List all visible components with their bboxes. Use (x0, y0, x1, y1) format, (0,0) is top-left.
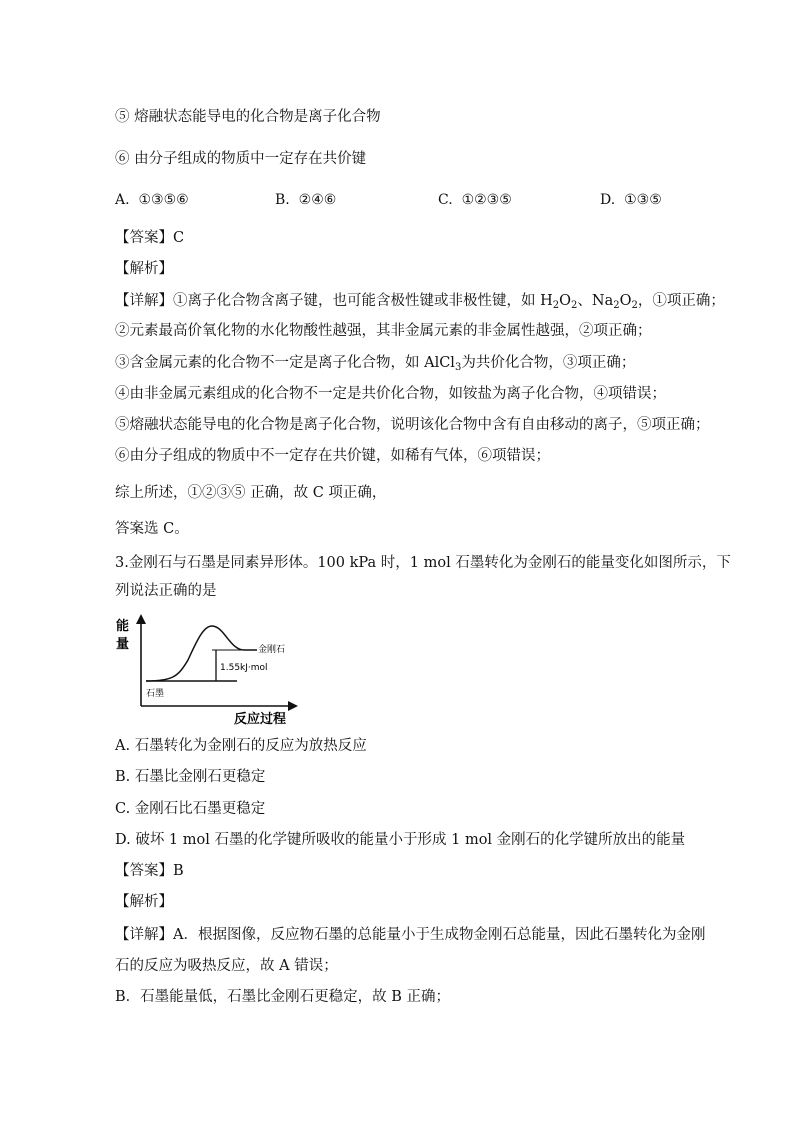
detail-text: ①离子化合物含离子键，也可能含极性键或非极性键，如 H (173, 293, 553, 309)
option-letter: C. (438, 192, 453, 208)
answer-tag: 【答案】 (115, 863, 173, 879)
subscript: 2 (571, 300, 578, 311)
q3-option-a[interactable]: A. 石墨转化为金刚石的反应为放热反应 (115, 738, 367, 754)
answer-tag: 【答案】 (115, 230, 173, 246)
q2-option-c[interactable] (438, 190, 512, 210)
x-axis-label: 反应过程 (234, 712, 287, 726)
y-axis-arrow (136, 614, 146, 624)
q2-option-a[interactable] (115, 190, 189, 210)
option-text: ①③⑤ (624, 192, 662, 208)
option-text: ①②③⑤ (461, 192, 512, 208)
q2-detail-5: ⑤熔融状态能导电的化合物是离子化合物，说明该化合物中含有自由移动的离子，⑤项正确； (115, 417, 710, 433)
q3-stem-line-2: 列说法正确的是 (115, 583, 217, 599)
q2-option-d[interactable] (600, 190, 662, 210)
q2-final-answer: 答案选 C。 (115, 521, 189, 537)
q2-detail-2: ②元素最高价氧化物的水化物酸性越强，其非金属元素的非金属性越强，②项正确； (115, 323, 652, 339)
detail-tag: 【详解】 (115, 927, 173, 943)
option-letter: D. (600, 192, 616, 208)
option-text: ①③⑤⑥ (138, 192, 189, 208)
q2-summary: 综上所述，①②③⑤ 正确，故 C 项正确， (115, 485, 387, 501)
subscript: 2 (631, 300, 638, 311)
detail-text: A．根据图像，反应物石墨的总能量小于生成物金刚石总能量，因此石墨转化为金刚 (173, 927, 706, 943)
detail-text: 为共价化合物，③项正确； (461, 355, 636, 371)
q2-answer (115, 228, 184, 248)
option-letter: A. (115, 192, 130, 208)
statement-5: ⑤ 熔融状态能导电的化合物是离子化合物 (115, 109, 381, 125)
q3-option-c[interactable]: C. 金刚石比石墨更稳定 (115, 801, 266, 817)
detail-text: 、Na (577, 293, 614, 309)
q3-detail-1a (115, 925, 705, 945)
q2-detail-6: ⑥由分子组成的物质中不一定存在共价键，如稀有气体，⑥项错误； (115, 448, 550, 464)
answer-value: B (173, 863, 184, 879)
statement-6: ⑥ 由分子组成的物质中一定存在共价键 (115, 151, 367, 167)
detail-text: ，①项正确； (637, 293, 725, 309)
y-axis-label-1: 能 (116, 619, 130, 634)
detail-text: O (559, 293, 572, 309)
diamond-label: 金刚石 (258, 645, 286, 655)
graphite-label: 石墨 (146, 689, 165, 699)
subscript: 2 (613, 300, 620, 311)
detail-tag: 【详解】 (115, 293, 173, 309)
q3-detail-2: B．石墨能量低，石墨比金刚石更稳定，故 B 正确； (115, 989, 451, 1005)
q3-answer (115, 861, 184, 881)
option-text: ②④⑥ (298, 192, 337, 208)
option-letter: B. (275, 192, 290, 208)
x-axis-arrow (288, 701, 298, 711)
energy-gap-label: 1.55kJ·mol (220, 663, 268, 673)
answer-value: C (173, 230, 185, 246)
subscript: 3 (454, 362, 462, 373)
q2-option-b[interactable] (275, 190, 336, 210)
q2-analysis-tag: 【解析】 (115, 261, 173, 277)
detail-text: ③含金属元素的化合物不一定是离子化合物，如 AlCl (115, 355, 455, 371)
energy-diagram (112, 608, 307, 726)
q3-option-d[interactable]: D. 破坏 1 mol 石墨的化学键所吸收的能量小于形成 1 mol 金刚石的化学键所放出的能量 (115, 832, 686, 848)
q2-detail-3 (115, 353, 635, 373)
q2-detail-1 (115, 291, 725, 311)
q3-option-b[interactable]: B. 石墨比金刚石更稳定 (115, 769, 266, 785)
q3-stem-line-1: 3.金刚石与石墨是同素异形体。100 kPa 时，1 mol 石墨转化为金刚石的能量变化如图所示，下 (115, 555, 731, 571)
q2-detail-4: ④由非金属元素组成的化合物不一定是共价化合物，如铵盐为离子化合物，④项错误； (115, 386, 666, 402)
subscript: 2 (552, 300, 560, 311)
q3-detail-1b: 石的反应为吸热反应，故 A 错误； (115, 958, 338, 974)
q3-analysis-tag: 【解析】 (115, 894, 173, 910)
detail-text: O (619, 293, 632, 309)
y-axis-label-2: 量 (116, 637, 130, 652)
